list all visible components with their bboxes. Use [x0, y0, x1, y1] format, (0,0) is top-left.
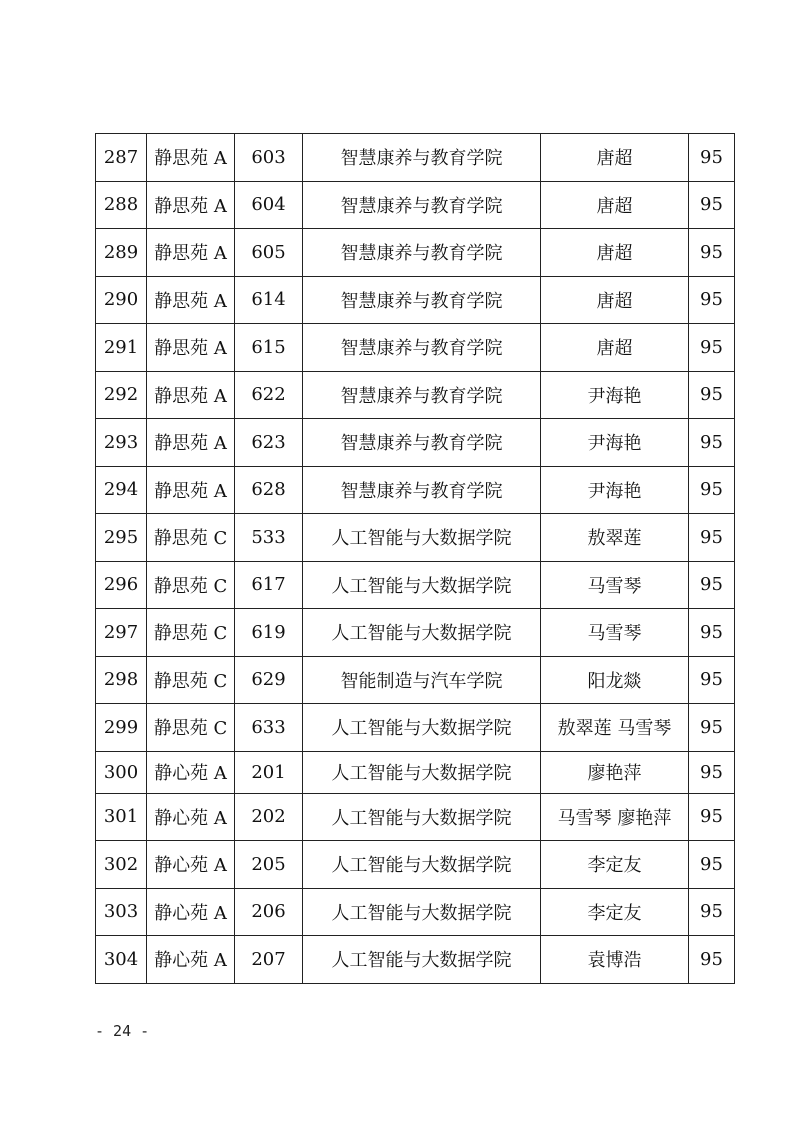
- room-cell: 622: [235, 371, 303, 419]
- score-cell: 95: [689, 466, 735, 514]
- row-number-cell: 290: [96, 276, 147, 324]
- room-cell: 201: [235, 751, 303, 793]
- college-cell: 智慧康养与教育学院: [303, 324, 541, 372]
- row-number-cell: 293: [96, 419, 147, 467]
- score-cell: 95: [689, 276, 735, 324]
- building-cell: 静思苑 C: [147, 561, 235, 609]
- row-number-cell: 297: [96, 609, 147, 657]
- college-cell: 人工智能与大数据学院: [303, 514, 541, 562]
- college-cell: 人工智能与大数据学院: [303, 793, 541, 841]
- college-cell: 人工智能与大数据学院: [303, 609, 541, 657]
- counselor-cell: 敖翠莲 马雪琴: [541, 704, 689, 752]
- room-cell: 614: [235, 276, 303, 324]
- table-row: [96, 561, 735, 609]
- building-cell: 静思苑 A: [147, 181, 235, 229]
- dormitory-score-table: [95, 133, 735, 984]
- building-cell: 静思苑 C: [147, 656, 235, 704]
- building-cell: 静思苑 A: [147, 419, 235, 467]
- building-cell: 静心苑 A: [147, 793, 235, 841]
- score-cell: 95: [689, 561, 735, 609]
- room-cell: 603: [235, 134, 303, 182]
- score-cell: 95: [689, 609, 735, 657]
- building-cell: 静思苑 A: [147, 276, 235, 324]
- room-cell: 619: [235, 609, 303, 657]
- college-cell: 人工智能与大数据学院: [303, 888, 541, 936]
- score-cell: 95: [689, 793, 735, 841]
- score-cell: 95: [689, 751, 735, 793]
- room-cell: 615: [235, 324, 303, 372]
- room-cell: 628: [235, 466, 303, 514]
- row-number-cell: 287: [96, 134, 147, 182]
- row-number-cell: 288: [96, 181, 147, 229]
- score-cell: 95: [689, 704, 735, 752]
- building-cell: 静思苑 A: [147, 466, 235, 514]
- row-number-cell: 291: [96, 324, 147, 372]
- table-row: [96, 371, 735, 419]
- row-number-cell: 301: [96, 793, 147, 841]
- row-number-cell: 298: [96, 656, 147, 704]
- building-cell: 静思苑 C: [147, 514, 235, 562]
- table-row: [96, 704, 735, 752]
- score-cell: 95: [689, 229, 735, 277]
- building-cell: 静心苑 A: [147, 888, 235, 936]
- college-cell: 人工智能与大数据学院: [303, 936, 541, 984]
- building-cell: 静思苑 A: [147, 324, 235, 372]
- counselor-cell: 马雪琴: [541, 609, 689, 657]
- college-cell: 智慧康养与教育学院: [303, 419, 541, 467]
- counselor-cell: 唐超: [541, 229, 689, 277]
- counselor-cell: 唐超: [541, 276, 689, 324]
- score-cell: 95: [689, 841, 735, 889]
- counselor-cell: 袁博浩: [541, 936, 689, 984]
- room-cell: 623: [235, 419, 303, 467]
- score-cell: 95: [689, 419, 735, 467]
- table-body: [96, 134, 735, 984]
- counselor-cell: 唐超: [541, 181, 689, 229]
- room-cell: 205: [235, 841, 303, 889]
- row-number-cell: 299: [96, 704, 147, 752]
- room-cell: 202: [235, 793, 303, 841]
- table-row: [96, 324, 735, 372]
- score-cell: 95: [689, 656, 735, 704]
- counselor-cell: 唐超: [541, 134, 689, 182]
- room-cell: 605: [235, 229, 303, 277]
- college-cell: 人工智能与大数据学院: [303, 704, 541, 752]
- table-row: [96, 134, 735, 182]
- row-number-cell: 289: [96, 229, 147, 277]
- building-cell: 静思苑 A: [147, 371, 235, 419]
- row-number-cell: 296: [96, 561, 147, 609]
- counselor-cell: 李定友: [541, 841, 689, 889]
- counselor-cell: 尹海艳: [541, 466, 689, 514]
- building-cell: 静思苑 A: [147, 134, 235, 182]
- counselor-cell: 廖艳萍: [541, 751, 689, 793]
- table-row: [96, 229, 735, 277]
- table-row: [96, 936, 735, 984]
- score-cell: 95: [689, 181, 735, 229]
- room-cell: 617: [235, 561, 303, 609]
- table-row: [96, 419, 735, 467]
- table-row: [96, 514, 735, 562]
- score-cell: 95: [689, 324, 735, 372]
- counselor-cell: 李定友: [541, 888, 689, 936]
- score-cell: 95: [689, 134, 735, 182]
- score-cell: 95: [689, 888, 735, 936]
- college-cell: 智能制造与汽车学院: [303, 656, 541, 704]
- college-cell: 人工智能与大数据学院: [303, 751, 541, 793]
- row-number-cell: 302: [96, 841, 147, 889]
- score-cell: 95: [689, 514, 735, 562]
- counselor-cell: 马雪琴: [541, 561, 689, 609]
- table-row: [96, 276, 735, 324]
- room-cell: 207: [235, 936, 303, 984]
- table-row: [96, 751, 735, 793]
- college-cell: 智慧康养与教育学院: [303, 276, 541, 324]
- table-row: [96, 841, 735, 889]
- counselor-cell: 马雪琴 廖艳萍: [541, 793, 689, 841]
- row-number-cell: 292: [96, 371, 147, 419]
- college-cell: 人工智能与大数据学院: [303, 841, 541, 889]
- building-cell: 静思苑 C: [147, 704, 235, 752]
- room-cell: 629: [235, 656, 303, 704]
- room-cell: 533: [235, 514, 303, 562]
- counselor-cell: 尹海艳: [541, 419, 689, 467]
- building-cell: 静心苑 A: [147, 841, 235, 889]
- table-row: [96, 656, 735, 704]
- building-cell: 静心苑 A: [147, 936, 235, 984]
- college-cell: 人工智能与大数据学院: [303, 561, 541, 609]
- table-row: [96, 793, 735, 841]
- table-row: [96, 609, 735, 657]
- row-number-cell: 303: [96, 888, 147, 936]
- row-number-cell: 304: [96, 936, 147, 984]
- college-cell: 智慧康养与教育学院: [303, 181, 541, 229]
- row-number-cell: 294: [96, 466, 147, 514]
- counselor-cell: 尹海艳: [541, 371, 689, 419]
- score-cell: 95: [689, 936, 735, 984]
- college-cell: 智慧康养与教育学院: [303, 134, 541, 182]
- counselor-cell: 唐超: [541, 324, 689, 372]
- building-cell: 静思苑 C: [147, 609, 235, 657]
- building-cell: 静心苑 A: [147, 751, 235, 793]
- table-row: [96, 181, 735, 229]
- room-cell: 633: [235, 704, 303, 752]
- room-cell: 604: [235, 181, 303, 229]
- row-number-cell: 295: [96, 514, 147, 562]
- room-cell: 206: [235, 888, 303, 936]
- row-number-cell: 300: [96, 751, 147, 793]
- score-cell: 95: [689, 371, 735, 419]
- counselor-cell: 敖翠莲: [541, 514, 689, 562]
- counselor-cell: 阳龙燚: [541, 656, 689, 704]
- table-row: [96, 466, 735, 514]
- page-number: - 24 -: [95, 1022, 150, 1040]
- college-cell: 智慧康养与教育学院: [303, 466, 541, 514]
- table-row: [96, 888, 735, 936]
- college-cell: 智慧康养与教育学院: [303, 371, 541, 419]
- college-cell: 智慧康养与教育学院: [303, 229, 541, 277]
- building-cell: 静思苑 A: [147, 229, 235, 277]
